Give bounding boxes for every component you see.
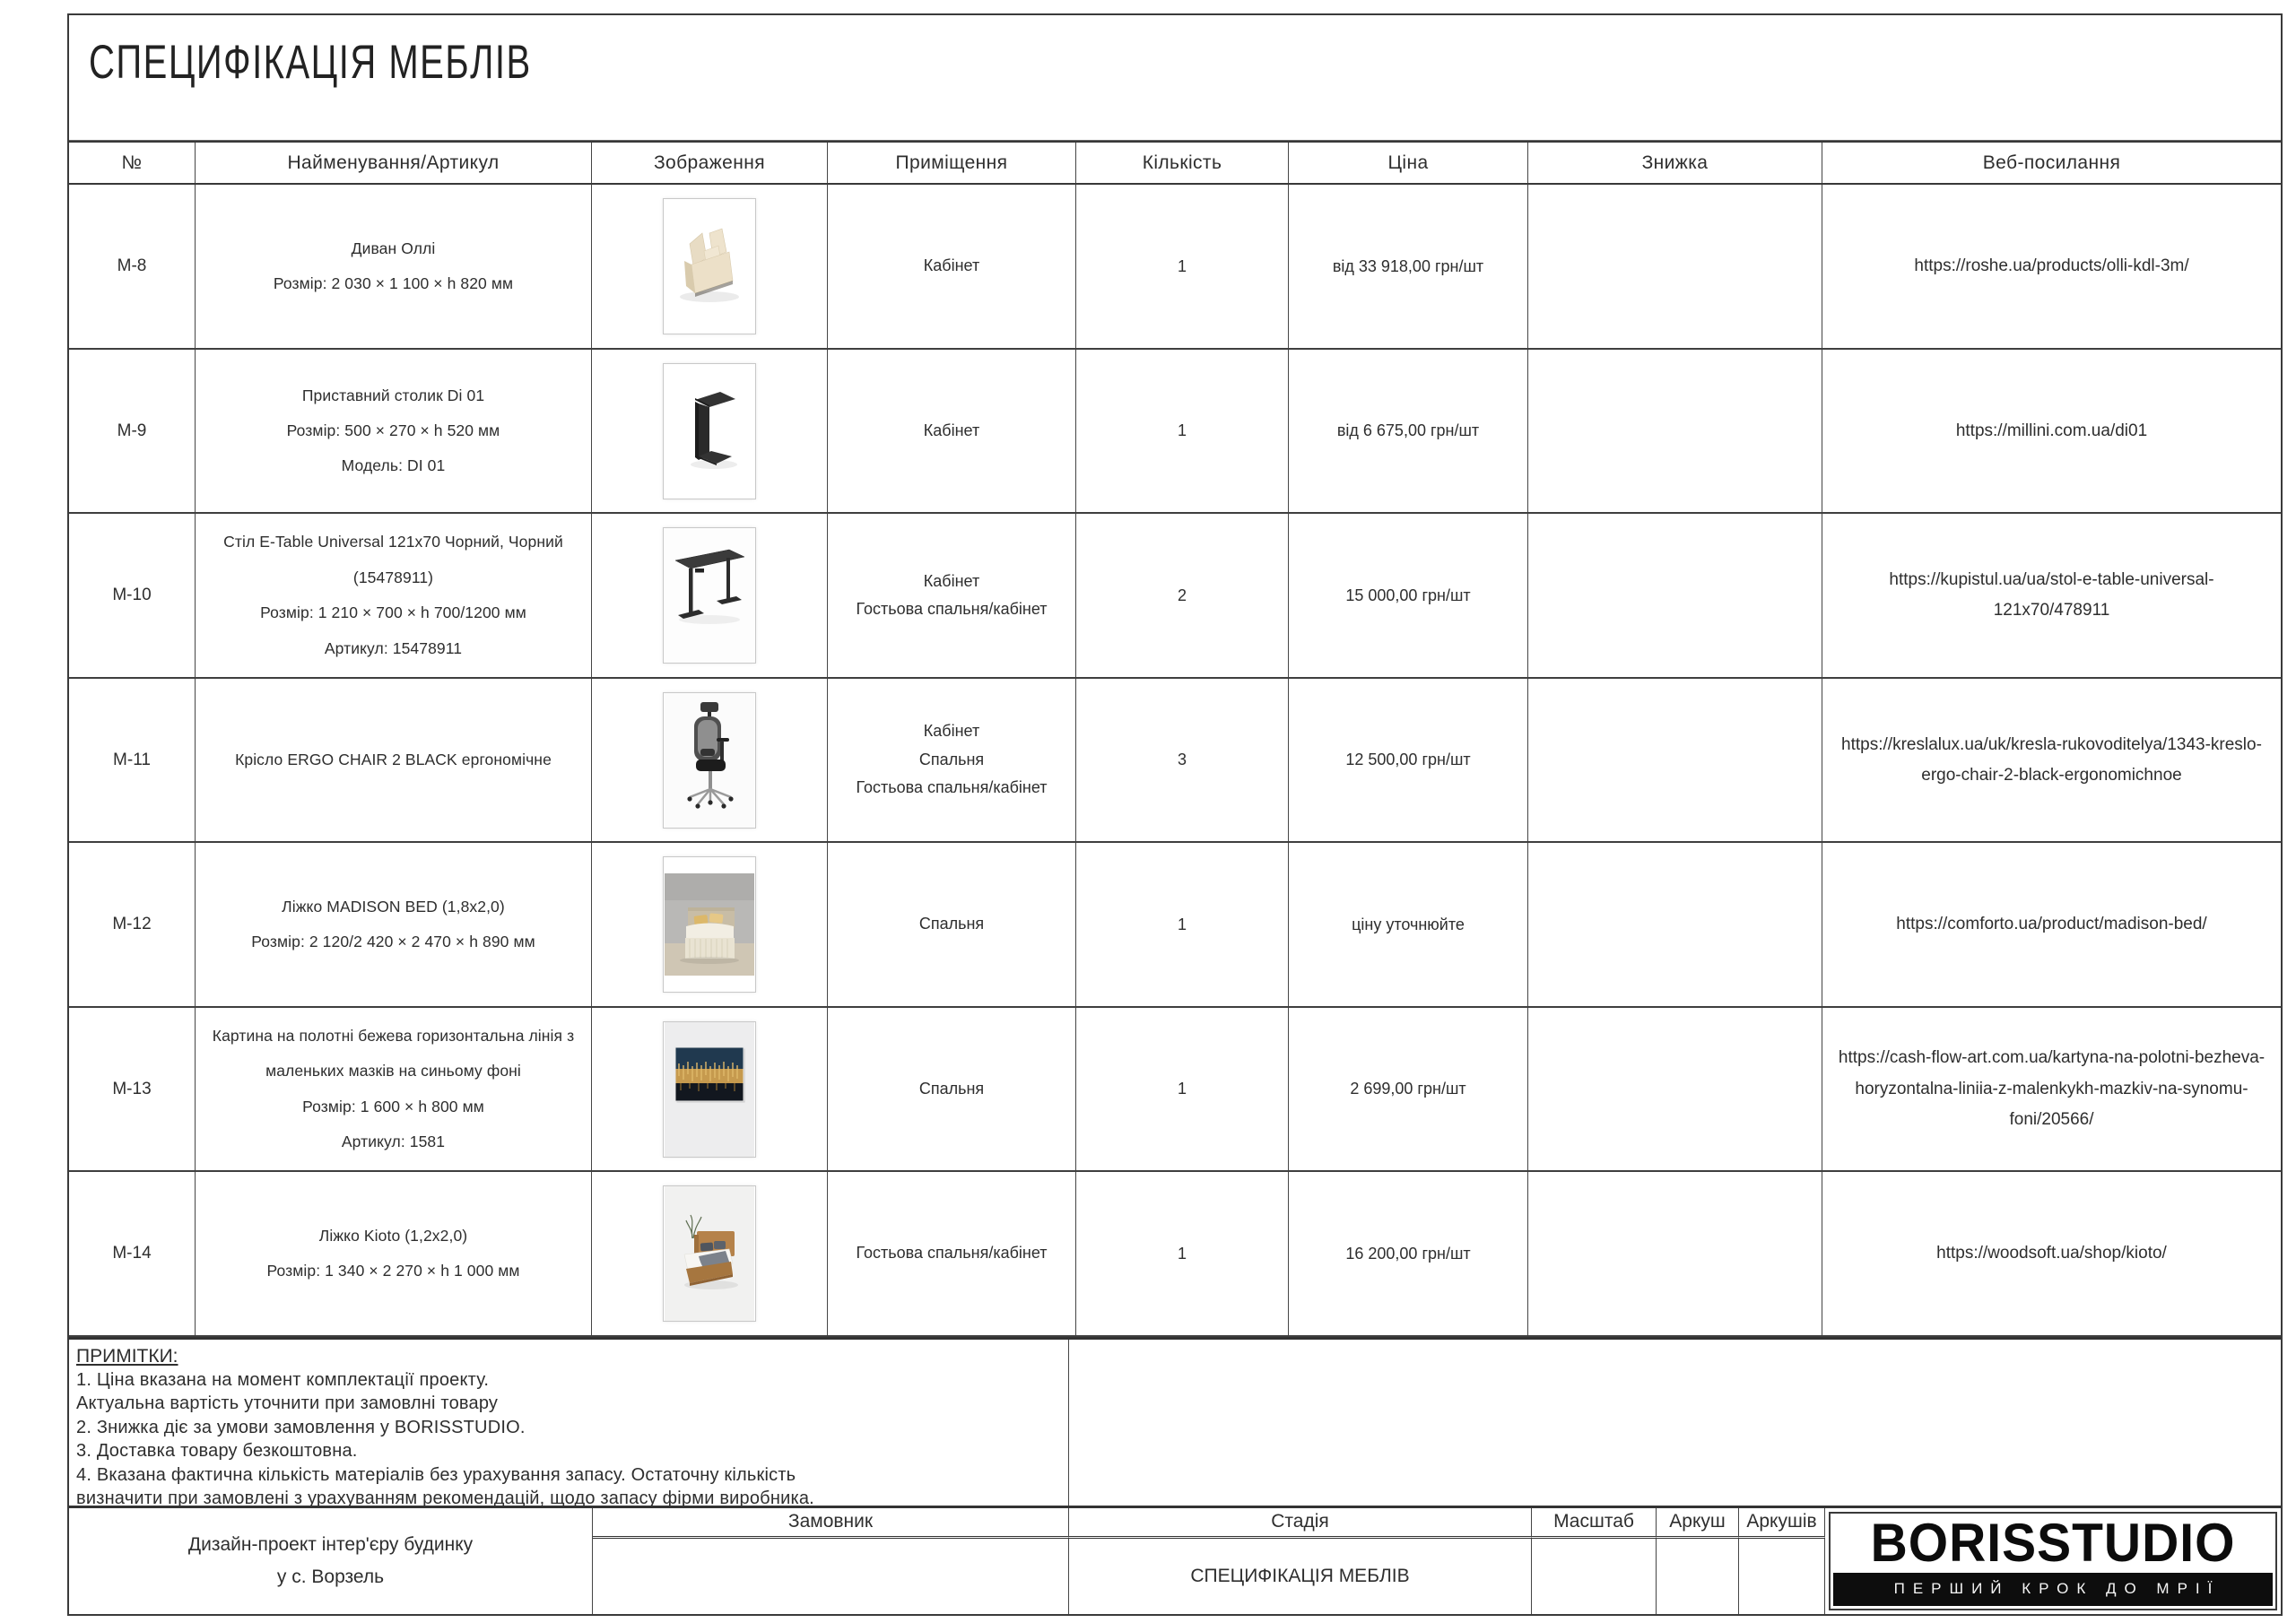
notes-section xyxy=(69,1337,2281,1509)
item-price: від 33 918,00 грн/шт xyxy=(1289,185,1528,348)
item-discount xyxy=(1528,350,1822,513)
sheet-value xyxy=(1657,1539,1739,1614)
table-row xyxy=(69,185,2281,350)
product-link[interactable]: https://millini.com.ua/di01 xyxy=(1955,421,2148,440)
sheets-label: Аркушів xyxy=(1739,1508,1825,1539)
item-room: Спальня xyxy=(828,1008,1076,1171)
item-qty: 1 xyxy=(1076,185,1289,348)
beige-sofa-olli-image xyxy=(663,198,756,334)
black-standing-desk-image xyxy=(663,527,756,664)
item-qty: 1 xyxy=(1076,1008,1289,1171)
table-row xyxy=(69,350,2281,515)
table-header-row xyxy=(69,141,2281,186)
item-qty: 3 xyxy=(1076,679,1289,842)
item-name: Ліжко Kioto (1,2x2,0) Розмір: 1 340 × 2 270 × h 1 000 мм xyxy=(196,1172,592,1335)
item-name: Стіл E-Table Universal 121x70 Чорний, Чорний (15478911) Розмір: 1 210 × 700 × h 700/1200 мм Артикул: 15478911 xyxy=(196,514,592,677)
item-qty: 1 xyxy=(1076,843,1289,1006)
black-side-table-image xyxy=(663,363,756,499)
item-number: М-11 xyxy=(69,679,196,842)
page-title: СПЕЦИФІКАЦІЯ МЕБЛІВ xyxy=(89,37,532,90)
notes-text: ПРИМІТКИ: 1. Ціна вказана на момент комплектації проекту. Актуальна вартість уточнити при замовлні товару 2. Знижка діє за умови замовлення у BORISSTUDIO. 3. Доставка товару безкоштовна. 4. Вказана фактична кількість матеріалів без урахування запасу. Остаточну кількість визначити при замовлені з урахуванням рекомендацій, щодо запасу фірми виробника. xyxy=(69,1340,1069,1511)
item-number: М-13 xyxy=(69,1008,196,1171)
project-name: Дизайн-проект інтер'єру будинку у с. Ворзель xyxy=(69,1508,593,1614)
item-room: Кабінет xyxy=(828,185,1076,348)
item-price: 16 200,00 грн/шт xyxy=(1289,1172,1528,1335)
item-image-cell xyxy=(592,514,828,677)
product-link[interactable]: https://kupistul.ua/ua/stol-e-table-universal-121x70/478911 xyxy=(1889,570,2214,621)
stage-label: Стадія xyxy=(1069,1508,1532,1539)
col-header-price: Ціна xyxy=(1289,143,1528,184)
specification-sheet xyxy=(67,13,2283,1616)
col-header-link: Веб-посилання xyxy=(1982,152,2121,173)
product-link[interactable]: https://woodsoft.ua/shop/kioto/ xyxy=(1936,1244,2167,1263)
table-row xyxy=(69,1172,2281,1337)
item-discount xyxy=(1528,1008,1822,1171)
item-name: Картина на полотні бежева горизонтальна лінія з маленьких мазків на синьому фоні Розмір: 1 600 × h 800 мм Артикул: 1581 xyxy=(196,1008,592,1171)
logo-wordmark: BORISSTUDIO xyxy=(1870,1513,2236,1574)
item-discount xyxy=(1528,1172,1822,1335)
item-discount xyxy=(1528,843,1822,1006)
ergonomic-chair-image xyxy=(663,692,756,829)
item-image-cell xyxy=(592,350,828,513)
item-price: 15 000,00 грн/шт xyxy=(1289,514,1528,677)
madison-bed-image xyxy=(663,856,756,993)
stage-value: СПЕЦИФІКАЦІЯ МЕБЛІВ xyxy=(1069,1539,1532,1614)
kioto-bed-image xyxy=(663,1185,756,1322)
item-number: М-12 xyxy=(69,843,196,1006)
item-number: М-14 xyxy=(69,1172,196,1335)
col-header-num: № xyxy=(69,143,196,184)
col-header-discount: Знижка xyxy=(1528,143,1822,184)
item-room: Кабінет Гостьова спальня/кабінет xyxy=(828,514,1076,677)
item-room: Кабінет xyxy=(828,350,1076,513)
sheets-value xyxy=(1739,1539,1825,1614)
item-discount xyxy=(1528,679,1822,842)
notes-title: ПРИМІТКИ: xyxy=(76,1345,178,1367)
col-header-image: Зображення xyxy=(592,143,828,184)
borisstudio-logo xyxy=(1829,1512,2277,1610)
item-number: М-9 xyxy=(69,350,196,513)
product-link[interactable]: https://kreslalux.ua/uk/kresla-rukovoditelya/1343-kreslo-ergo-chair-2-black-ergonomichnoe xyxy=(1841,734,2262,785)
canvas-painting-image xyxy=(663,1021,756,1158)
item-price: ціну уточнюйте xyxy=(1289,843,1528,1006)
item-name: Диван Оллі Розмір: 2 030 × 1 100 × h 820 мм xyxy=(196,185,592,348)
item-discount xyxy=(1528,514,1822,677)
item-qty: 1 xyxy=(1076,1172,1289,1335)
item-discount xyxy=(1528,185,1822,348)
product-link[interactable]: https://comforto.ua/product/madison-bed/ xyxy=(1896,915,2207,934)
item-price: 12 500,00 грн/шт xyxy=(1289,679,1528,842)
notes-empty-cell xyxy=(1069,1340,2281,1511)
sheet-label: Аркуш xyxy=(1657,1508,1739,1539)
item-number: М-10 xyxy=(69,514,196,677)
col-header-qty: Кількість xyxy=(1076,143,1289,184)
item-image-cell xyxy=(592,1172,828,1335)
product-link[interactable]: https://roshe.ua/products/olli-kdl-3m/ xyxy=(1914,256,2189,276)
item-name: Крісло ERGO CHAIR 2 BLACK ергономічне xyxy=(196,679,592,842)
scale-value xyxy=(1532,1539,1657,1614)
item-price: 2 699,00 грн/шт xyxy=(1289,1008,1528,1171)
item-image-cell xyxy=(592,185,828,348)
title-band xyxy=(69,15,2281,141)
col-header-name: Найменування/Артикул xyxy=(196,143,592,184)
item-image-cell xyxy=(592,1008,828,1171)
logo-cell xyxy=(1825,1508,2281,1614)
item-name: Приставний столик Di 01 Розмір: 500 × 270 × h 520 мм Модель: DI 01 xyxy=(196,350,592,513)
table-row xyxy=(69,1008,2281,1173)
scale-label: Масштаб xyxy=(1532,1508,1657,1539)
item-room: Кабінет Спальня Гостьова спальня/кабінет xyxy=(828,679,1076,842)
table-row xyxy=(69,843,2281,1008)
item-room: Спальня xyxy=(828,843,1076,1006)
col-header-room: Приміщення xyxy=(828,143,1076,184)
title-block xyxy=(69,1506,2281,1614)
item-image-cell xyxy=(592,843,828,1006)
table-row xyxy=(69,514,2281,679)
item-name: Ліжко MADISON BED (1,8x2,0) Розмір: 2 120/2 420 × 2 470 × h 890 мм xyxy=(196,843,592,1006)
customer-label: Замовник xyxy=(593,1508,1069,1539)
item-room: Гостьова спальня/кабінет xyxy=(828,1172,1076,1335)
logo-tagline: ПЕРШИЙ КРОК ДО МРІЇ xyxy=(1833,1573,2273,1606)
table-row xyxy=(69,679,2281,844)
item-qty: 2 xyxy=(1076,514,1289,677)
item-image-cell xyxy=(592,679,828,842)
item-qty: 1 xyxy=(1076,350,1289,513)
item-price: від 6 675,00 грн/шт xyxy=(1289,350,1528,513)
customer-value xyxy=(593,1539,1069,1614)
item-number: М-8 xyxy=(69,185,196,348)
product-link[interactable]: https://cash-flow-art.com.ua/kartyna-na-polotni-bezheva-horyzontalna-liniia-z-malenkykh-mazkiv-na-synomu-foni/20566/ xyxy=(1838,1048,2266,1129)
